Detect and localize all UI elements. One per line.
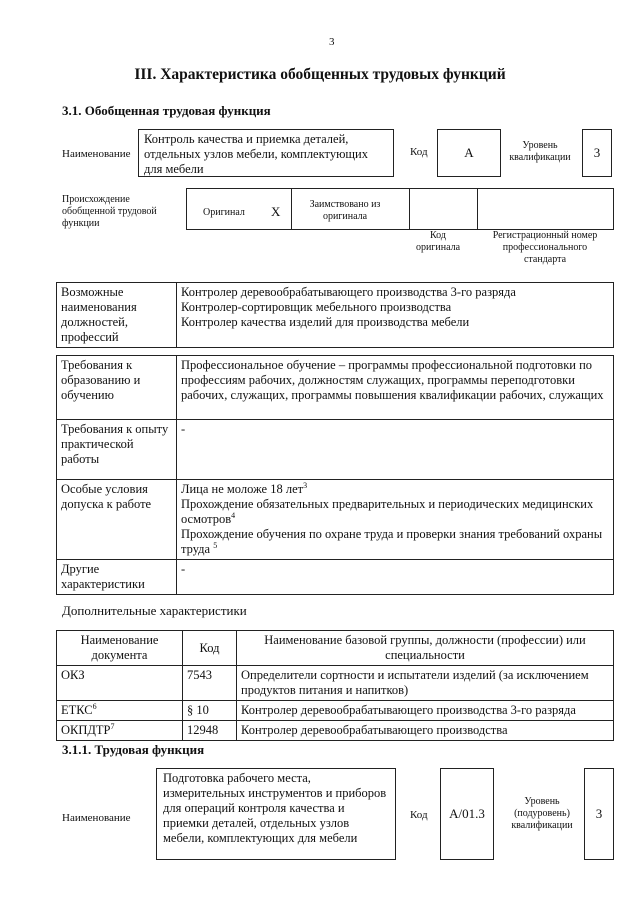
col-doc-header: Наименование документа [57,631,183,666]
tf-level-label: Уровень (подуровень) квалификации [511,796,573,831]
special-condition: Прохождение обязательных предварительных и периодических медицинских осмотров [181,497,594,526]
position-item: Контролер качества изделий для производства мебели [181,315,470,329]
education-value: Профессиональное обучение – программы профессиональной подготовки по профессиям рабочих, должностям служащих, программы переподготовки рабочих, служащих, программы повышения квалификации рабочих, служащих [177,356,614,420]
code-cell: 12948 [183,721,237,741]
table-row [57,666,614,701]
section-title: III. Характеристика обобщенных трудовых функций [134,66,506,83]
doc-cell: ЕТКС$^6$ [57,701,183,721]
table-row [57,721,614,741]
additional-table [56,630,614,741]
original-mark: X [271,204,281,219]
gtf-name-label: Наименование [62,148,131,160]
gtf-origin-label: Происхождение обобщенной трудовой функции [62,194,157,229]
col-name-header: Наименование базовой группы, должности (профессии) или специальности [237,631,614,666]
footnote-ref: 5 [213,540,218,550]
reg-number-label: Регистрационный номер профессионального стандарта [492,230,598,265]
positions-table [56,282,614,348]
position-item: Контролер деревообрабатывающего производства 3-го разряда [181,285,516,299]
tf-code-value: A/01.3 [449,806,485,821]
divider [409,189,410,229]
gtf-code-box [437,129,501,177]
origin-table [186,188,614,230]
education-label: Требования к образованию и обучению [57,356,177,420]
name-cell: Контролер деревообрабатывающего производства 3-го разряда [237,701,614,721]
gtf-code-value: A [464,145,474,160]
tf-level-value: 3 [595,806,603,821]
positions-list [177,283,614,348]
other-value: - [177,560,614,595]
special-conditions [177,480,614,560]
experience-label: Требования к опыту практической работы [57,420,177,480]
gtf-code-label: Код [410,146,428,158]
gtf-name-value: Контроль качества и приемка деталей, отдельных узлов мебели, комплектующих для мебели [144,132,368,176]
divider [291,189,292,229]
special-condition: Лица не моложе 18 лет [181,482,304,496]
name-cell: Контролер деревообрабатывающего производства [237,721,614,741]
tf-level-box [584,768,614,860]
doc-cell: ОКПДТР$^7$ [57,721,183,741]
divider [477,189,478,229]
experience-value: - [177,420,614,480]
tf-heading: 3.1.1. Трудовая функция [62,742,205,757]
table-row [57,701,614,721]
positions-label: Возможные наименования должностей, профессий [57,283,177,348]
tf-code-label: Код [410,809,428,821]
footnote-ref: 7 [110,721,115,731]
position-item: Контролер-сортировщик мебельного производства [181,300,452,314]
special-condition: Прохождение обучения по охране труда и проверки знания требований охраны труда [181,527,603,556]
additional-heading: Дополнительные характеристики [62,603,247,618]
gtf-name-box [138,129,394,177]
code-cell: 7543 [183,666,237,701]
tf-name-label: Наименование [62,812,131,824]
special-label: Особые условия допуска к работе [57,480,177,560]
footnote-ref: 3 [303,480,308,490]
footnote-ref: 4 [231,510,236,520]
tf-name-box [156,768,396,860]
page-number: 3 [329,36,335,48]
code-cell: § 10 [183,701,237,721]
gtf-level-value: 3 [593,145,601,160]
tf-name-value: Подготовка рабочего места, измерительных инструментов и приборов для операций контроля качества и приемки деталей, отдельных узлов мебели, комплектующих для мебели [163,771,387,845]
gtf-heading: 3.1. Обобщенная трудовая функция [62,103,271,118]
original-label: Оригинал [203,207,245,218]
gtf-level-label: Уровень квалификации [509,140,571,163]
other-label: Другие характеристики [57,560,177,595]
borrowed-label: Заимствовано из оригинала [309,199,381,222]
gtf-level-box [582,129,612,177]
requirements-table [56,355,614,595]
name-cell: Определители сортности и испытатели изделий (за исключением продуктов питания и напитков) [237,666,614,701]
col-code-header: Код [183,631,237,666]
footnote-ref: 6 [92,701,97,711]
tf-code-box [440,768,494,860]
doc-cell: ОКЗ [57,666,183,701]
original-code-label: Код оригинала [415,230,461,253]
